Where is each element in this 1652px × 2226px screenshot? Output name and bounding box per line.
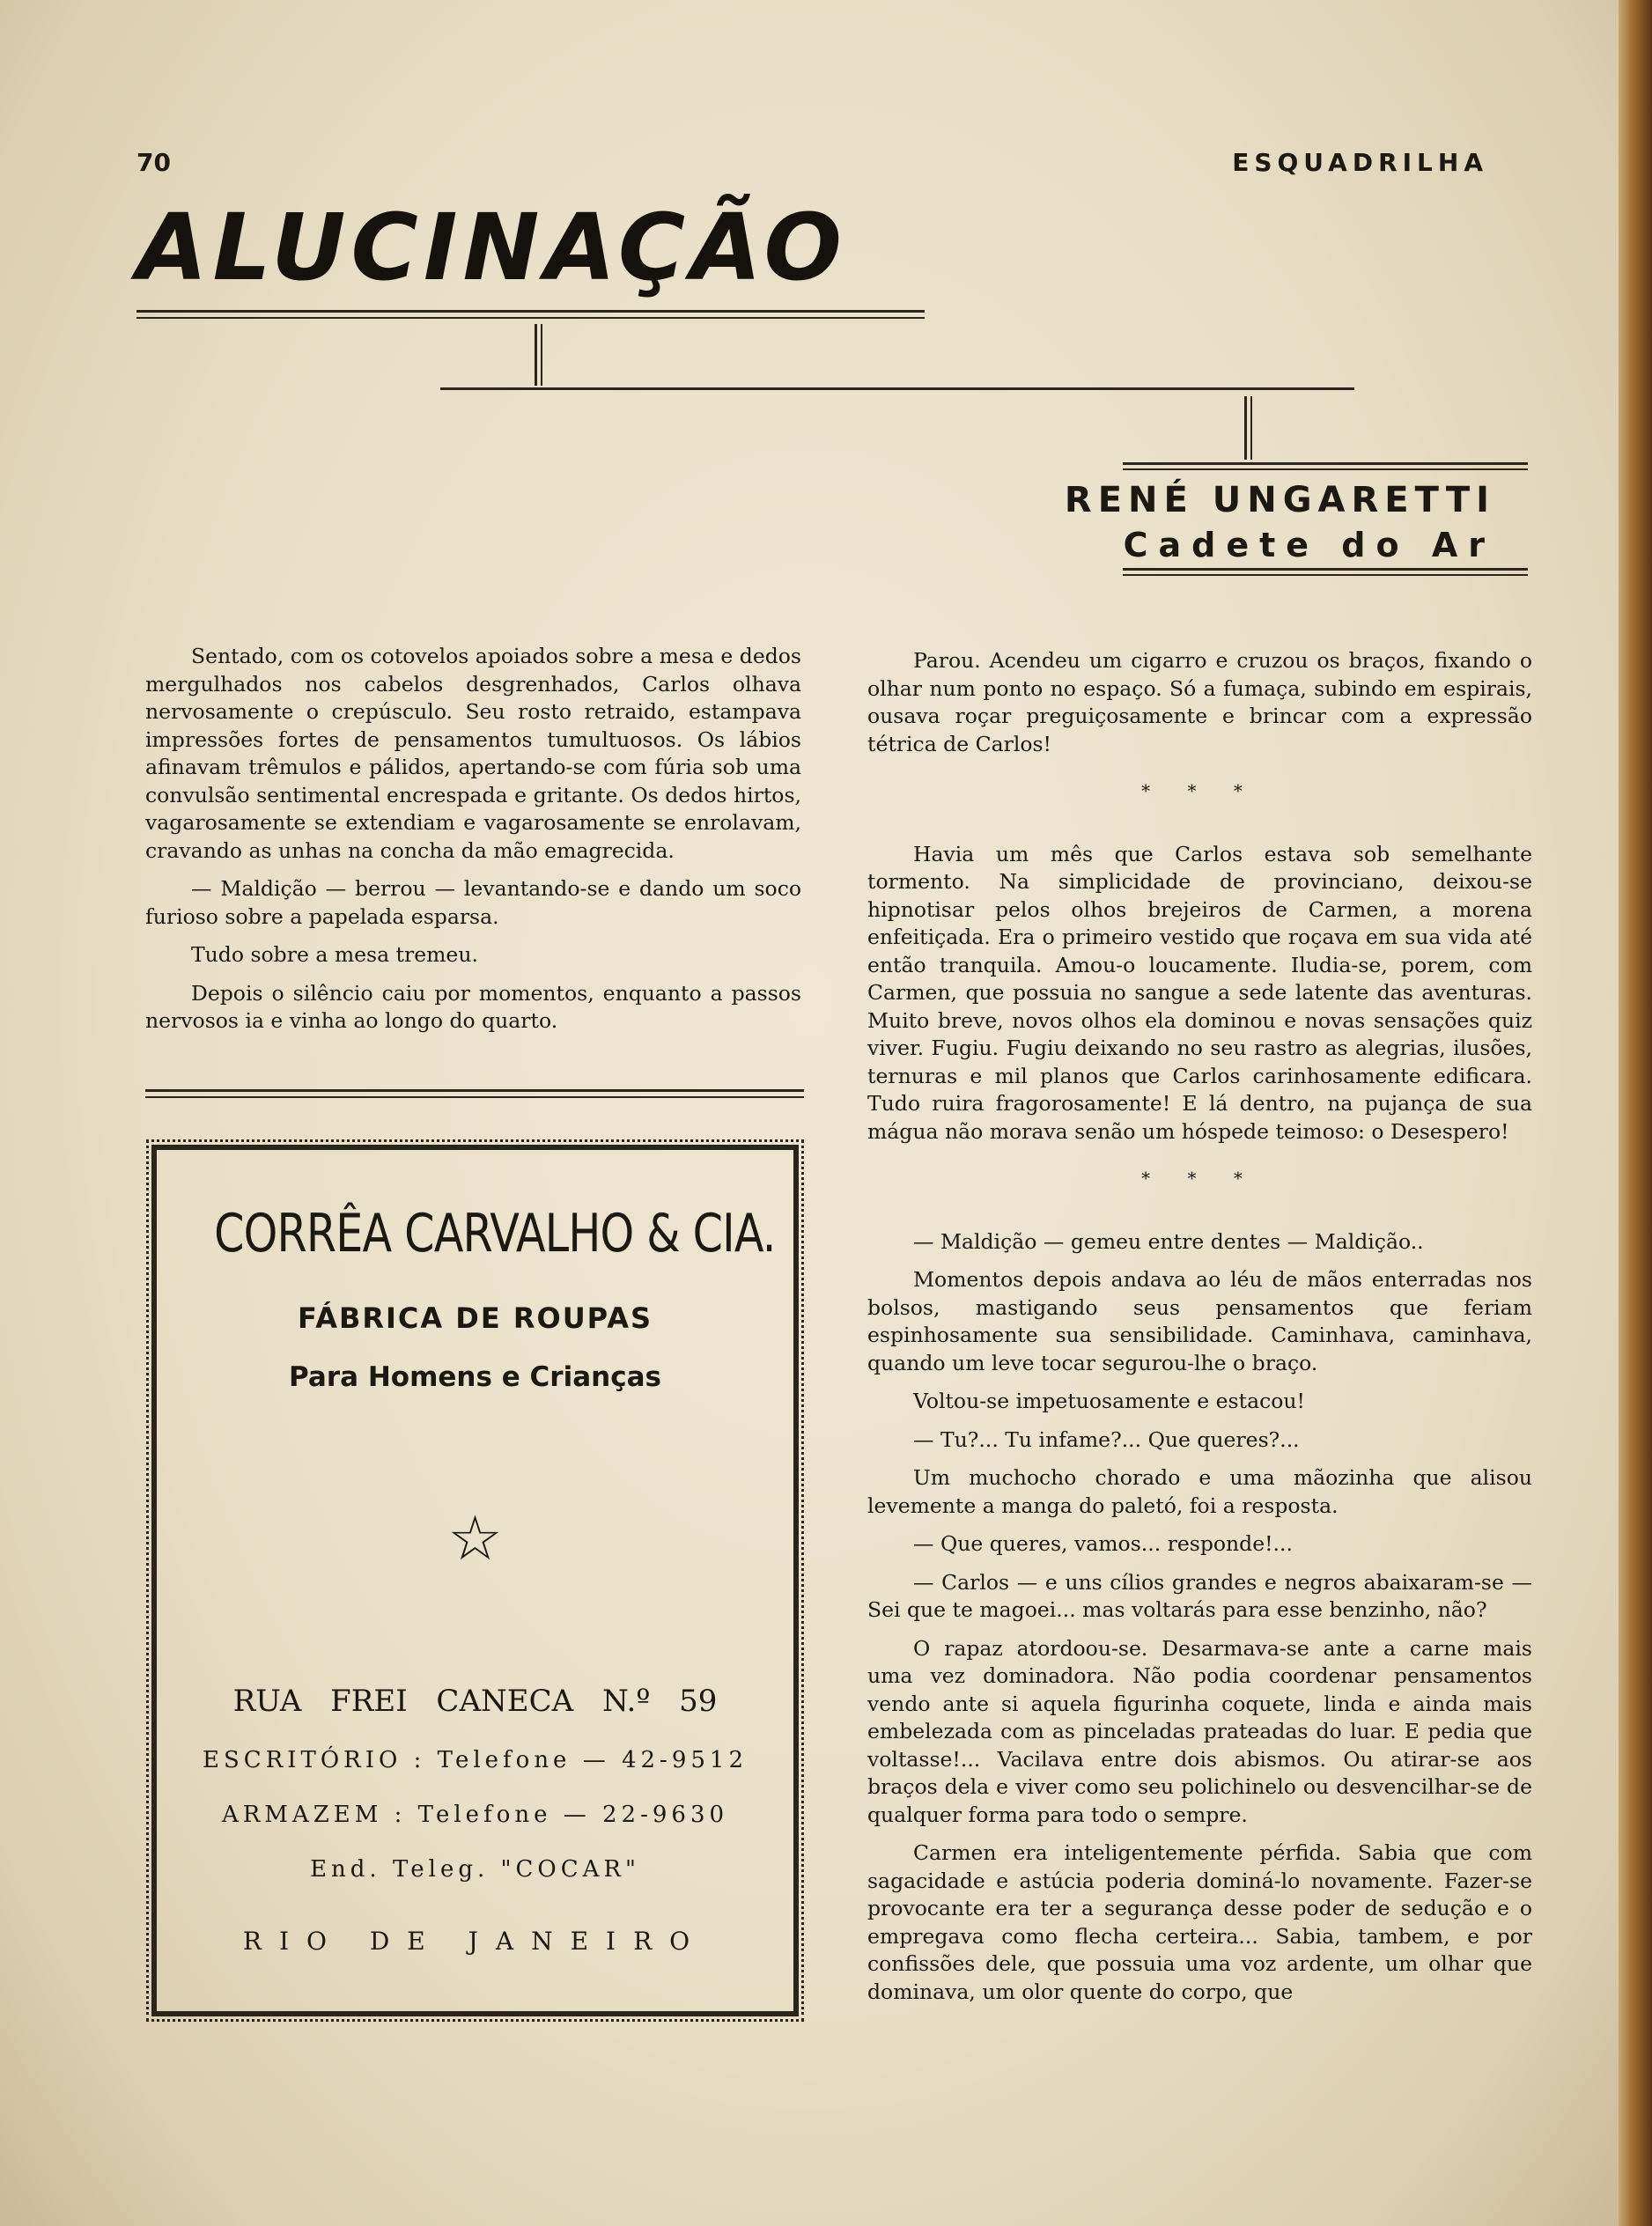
ad-telegraph: End. Teleg. "COCAR" bbox=[310, 1856, 640, 1883]
ad-warehouse-phone: ARMAZEM : Telefone — 22-9630 bbox=[221, 1802, 729, 1828]
paragraph: Sentado, com os cotovelos apoiados sobre a mesa e dedos mergulhados nos cabelos desgrenhados, Carlos olhava nervosamente o crepúsculo. Seu rosto retraido, estampava impressões fortes de pensamentos tumultuosos. Os lábios afinavam trêmulos e pálidos, apertando-se com fúria sob uma convulsão sentimental encrespada e gritante. Os dedos hirtos, vagarosamente se extendiam e vagarosamente se enrolavam, cravando as unhas na concha da mão emagrecida. bbox=[145, 644, 801, 863]
author-role: Cadete do Ar bbox=[1123, 526, 1495, 564]
section-separator: * * * bbox=[1141, 1168, 1258, 1189]
magazine-name: ESQUADRILHA bbox=[1232, 148, 1488, 177]
author-rule-top bbox=[1123, 462, 1528, 465]
paragraph: — Maldição — berrou — levantando-se e dando um soco furioso sobre a papelada esparsa. bbox=[145, 876, 801, 929]
paragraph: — Que queres, vamos... responde!... bbox=[913, 1531, 1293, 1556]
ad-subtitle: FÁBRICA DE ROUPAS bbox=[298, 1301, 653, 1335]
ad-tagline: Para Homens e Crianças bbox=[289, 1361, 661, 1393]
section-separator: * * * bbox=[1141, 780, 1258, 801]
title-rule-top bbox=[136, 310, 925, 313]
rule-vertical-1b bbox=[541, 324, 542, 386]
ad-company-name: CORRÊA CARVALHO & CIA. bbox=[214, 1203, 776, 1264]
paragraph: Carmen era inteligentemente pérfida. Sabia que com sagacidade e astúcia poderia dominá-lo novamente. Fazer-se provocante era ter a segurança desse poder de sedução e o empregava como flecha certeira... Sabia, tambem, e por confissões dele, que possuia uma voz ardente, um olhar que dominava, um olor quente do corpo, que bbox=[867, 1840, 1532, 2004]
paragraph: O rapaz atordoou-se. Desarmava-se ante a carne mais uma vez dominadora. Não podia coordenar pensamentos vendo ante si aquela figurinha coquete, linda e ainda mais embelezada com as pinceladas prateadas do luar. E pedia que voltasse!... Vacilava entre dois abismos. Ou atirar-se aos braços dela e viver como seu polichinelo ou desvencilhar-se de qualquer forma para todo o sempre. bbox=[867, 1635, 1532, 1827]
middle-rule bbox=[440, 387, 1354, 390]
right-column bbox=[867, 647, 1532, 2016]
author-name: RENÉ UNGARETTI bbox=[1064, 480, 1495, 520]
paragraph: — Maldição — gemeu entre dentes — Maldição.. bbox=[913, 1228, 1424, 1254]
rule-vertical-2 bbox=[1244, 396, 1247, 460]
advertisement bbox=[151, 1145, 799, 2016]
paragraph: — Tu?... Tu infame?... Que queres?... bbox=[913, 1426, 1300, 1452]
star-icon: ☆ bbox=[447, 1502, 503, 1574]
paragraph: Havia um mês que Carlos estava sob semelhante tormento. Na simplicidade de provinciano, deixou-se hipnotisar pelos olhos brejeiros de Carmen, a morena enfeitiçada. Era o primeiro vestido que roçava em sua vida até então tranquila. Amou-o loucamente. Iludia-se, porem, com Carmen, que possuia no sangue a sede latente das aventuras. Muito breve, novos olhos ela dominou e novas sensações quiz viver. Fugiu. Fugiu deixando no seu rastro as alegrias, ilusões, ternuras e mil planos que Carlos carinhosamente edificara. Tudo ruira fragorosamente! E lá dentro, na pujança de sua mágua não morava senão um hóspede teimoso: o Desespero! bbox=[867, 841, 1532, 1144]
paragraph: Parou. Acendeu um cigarro e cruzou os braços, fixando o olhar num ponto no espaço. Só a fumaça, subindo em espirais, ousava roçar preguiçosamente e brincar com a expressão tétrica de Carlos! bbox=[867, 648, 1532, 756]
ad-separator-rule-2 bbox=[145, 1096, 804, 1098]
author-rule-bottom-2 bbox=[1123, 574, 1528, 576]
rule-vertical-2b bbox=[1250, 396, 1252, 460]
paragraph: Momentos depois andava ao léu de mãos enterradas nos bolsos, mastigando seus pensamentos que feriam espinhosamente sua sensibilidade. Caminhava, caminhava, quando um leve tocar segurou-lhe o braço. bbox=[867, 1267, 1532, 1375]
article-title: ALUCINAÇÃO bbox=[136, 194, 847, 301]
paragraph: Um muchocho chorado e uma mãozinha que alisou levemente a manga do paletó, foi a resposta. bbox=[867, 1465, 1532, 1518]
page-number: 70 bbox=[136, 148, 171, 177]
ad-separator-rule bbox=[145, 1089, 804, 1092]
author-rule-bottom bbox=[1123, 568, 1528, 571]
ad-office-phone: ESCRITÓRIO : Telefone — 42-9512 bbox=[202, 1747, 749, 1773]
author-block bbox=[1065, 480, 1495, 564]
ad-address: RUA FREI CANECA N.º 59 bbox=[232, 1684, 718, 1719]
paragraph: — Carlos — e uns cílios grandes e negros abaixaram-se — Sei que te magoei... mas voltarás para esse benzinho, não? bbox=[867, 1569, 1532, 1622]
page-edge bbox=[1619, 0, 1652, 2226]
author-rule-top-2 bbox=[1123, 468, 1528, 470]
paragraph: Voltou-se impetuosamente e estacou! bbox=[913, 1389, 1305, 1413]
left-column bbox=[145, 643, 801, 1046]
paragraph: Depois o silêncio caiu por momentos, enquanto a passos nervosos ia e vinha ao longo do quarto. bbox=[145, 980, 801, 1033]
ad-city: RIO DE JANEIRO bbox=[242, 1927, 708, 1956]
title-rule-bottom bbox=[136, 317, 925, 319]
rule-vertical-1 bbox=[535, 324, 537, 386]
paragraph: Tudo sobre a mesa tremeu. bbox=[191, 942, 478, 967]
